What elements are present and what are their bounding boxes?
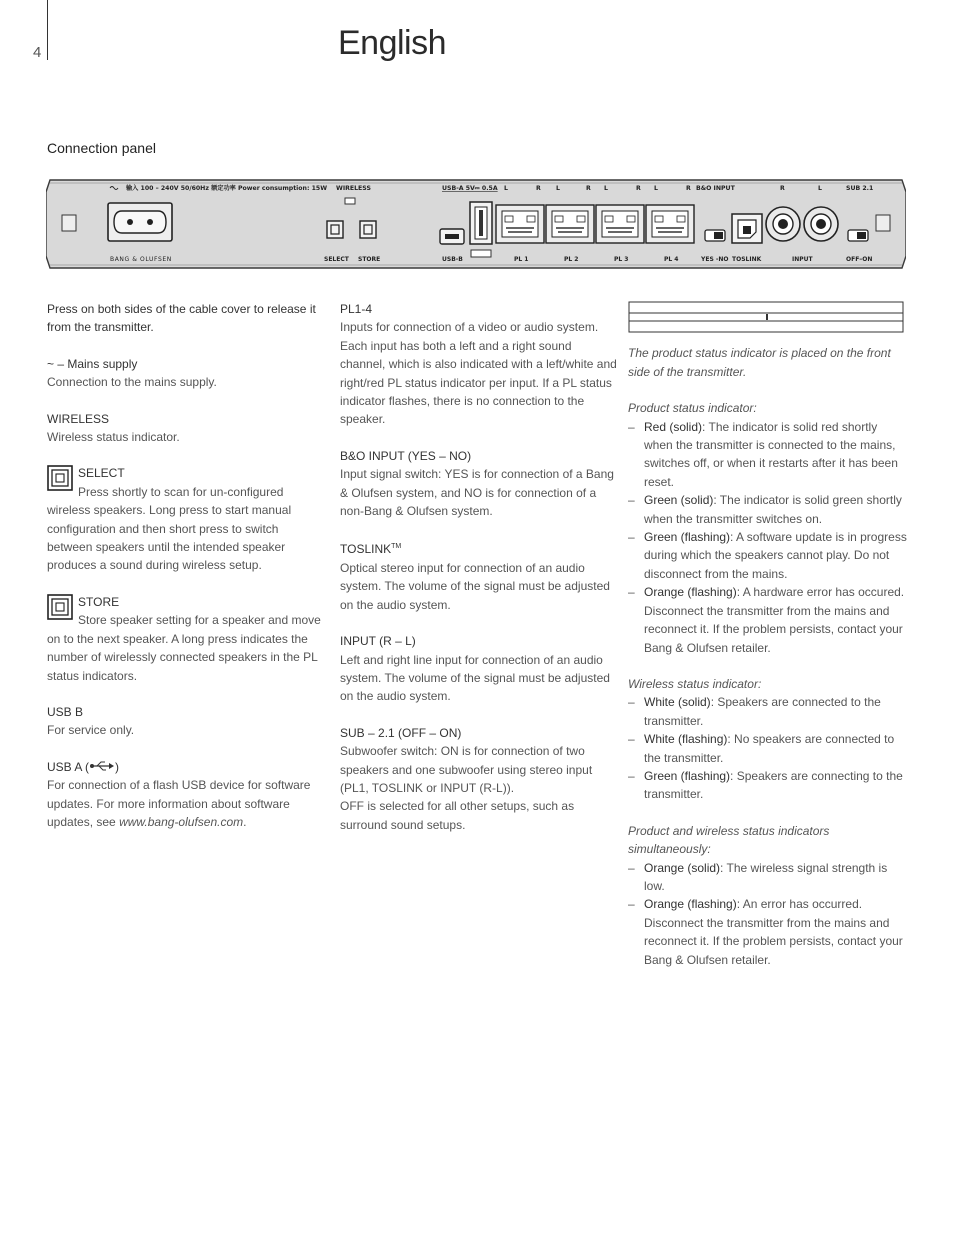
panel-label-pl-3: PL 3 [614, 256, 629, 263]
panel-label-pl-4: PL 4 [664, 256, 679, 263]
list-dash: – [628, 530, 635, 545]
pl-channel-label: R [636, 185, 641, 192]
list-dash: – [628, 419, 635, 434]
status-term: White (flashing) [644, 732, 728, 747]
pl-3-port-icon [596, 205, 644, 243]
wireless-body: Wireless status indicator. [47, 430, 180, 445]
panel-label-pl-1: PL 1 [514, 256, 529, 263]
sub-body-2: OFF is selected for all other setups, such as surround sound setups. [340, 799, 575, 832]
product-status-list [628, 418, 908, 657]
pl-channel-label: R [586, 185, 591, 192]
list-item [628, 418, 908, 492]
usb-b-body: For service only. [47, 723, 135, 738]
power-spec-label: 输入 100 – 240V 50/60Hz 额定功率 Power consumption: 15W [126, 185, 328, 192]
bo-input-label: B&O INPUT [696, 185, 735, 192]
list-item [628, 528, 908, 583]
input-channel-r: R [780, 185, 785, 192]
panel-label-yes-no: YES -NO [701, 256, 729, 263]
wireless-heading: WIRELESS [47, 411, 110, 426]
status-term: Green (flashing) [644, 768, 731, 783]
bang-olufsen-link[interactable]: www.bang-olufsen.com [119, 814, 244, 829]
usb-a-block [47, 758, 322, 832]
product-status-block [628, 399, 908, 657]
wireless-status-block [628, 675, 908, 804]
usb-a-body-text: For connection of a flash USB device for software updates. For more information about software updates, see [47, 778, 311, 829]
select-body: Press shortly to scan for un-configured wireless speakers. Long press to start manual configuration and then short press to switch between speakers until the intended speaker produces a sound during wireless setup. [47, 484, 292, 573]
status-term: Red (solid) [644, 419, 703, 434]
list-item [628, 693, 908, 730]
bo-input-block [340, 447, 618, 521]
list-dash: – [628, 768, 635, 783]
connection-panel-illustration [46, 178, 906, 270]
usb-b-block [47, 703, 322, 740]
column-middle [340, 300, 618, 852]
input-l-jack-icon [804, 207, 838, 241]
select-button-icon [327, 221, 343, 238]
panel-label-off-on: OFF–ON [846, 256, 873, 263]
mains-heading: ~ – Mains supply [47, 356, 138, 371]
status-text: : The wireless signal strength is low. [644, 860, 888, 893]
pl-channel-label: L [556, 185, 560, 192]
list-item [628, 859, 908, 896]
wireless-label: WIRELESS [336, 185, 371, 192]
panel-label-toslink: TOSLINK [732, 256, 762, 263]
wireless-indicator-icon [345, 198, 355, 204]
list-item [628, 583, 908, 657]
column-right [628, 300, 908, 987]
status-indicator-marker [766, 314, 768, 320]
wireless-block [47, 410, 322, 447]
margin-rule [47, 0, 48, 60]
list-dash: – [628, 585, 635, 600]
panel-label-pl-2: PL 2 [564, 256, 579, 263]
mains-block [47, 355, 322, 392]
pl-channel-label: R [536, 185, 541, 192]
status-term: Green (flashing) [644, 530, 731, 545]
select-button-icon [47, 465, 73, 491]
pl-2-port-icon [546, 205, 594, 243]
pl-channel-label: R [686, 185, 691, 192]
status-text: : Speakers are connected to the transmitter. [644, 695, 881, 728]
status-text: : The indicator is solid green shortly when the transmitter switches on. [644, 493, 902, 526]
select-block [47, 464, 322, 574]
usb-b-heading: USB B [47, 704, 84, 719]
status-text: : A hardware error has occured. Disconnect the transmitter from the mains and reconnect it. If the problem persists, contact your Bang & Olufsen retailer. [644, 585, 905, 655]
input-heading: INPUT (R – L) [340, 634, 416, 649]
bo-input-heading: B&O INPUT (YES – NO) [340, 448, 472, 463]
bo-input-body: Input signal switch: YES is for connection of a Bang & Olufsen system, and NO is for connection of a non-Bang & Olufsen system. [340, 467, 614, 519]
toslink-heading [340, 538, 618, 558]
store-block [47, 593, 322, 685]
wireless-status-list [628, 693, 908, 803]
status-caption-block [628, 344, 908, 381]
wireless-status-label: Wireless status indicator: [628, 676, 762, 691]
combined-status-block [628, 822, 908, 969]
usb-symbol-icon [89, 760, 115, 772]
list-item [628, 895, 908, 969]
pl-body: Inputs for connection of a video or audio system. Each input has both a left and a right sound channel, which is also indicated with a left/white and right/red PL status indicator per input. If a PL status indicator flashes, there is no connection to the speaker. [340, 320, 617, 427]
usb-a-body [47, 776, 322, 831]
page-number: 4 [33, 44, 42, 61]
status-term: Green (solid) [644, 493, 714, 508]
list-dash: – [628, 860, 635, 875]
input-r-jack-icon [766, 207, 800, 241]
front-status-indicator-illustration [628, 301, 904, 333]
usb-b-port-icon [440, 229, 464, 244]
toslink-heading-text: TOSLINK [340, 542, 392, 557]
brand-label: BANG & OLUFSEN [110, 256, 172, 263]
input-block [340, 632, 618, 706]
section-heading: Connection panel [47, 140, 156, 156]
combined-status-list [628, 859, 908, 969]
status-term: Orange (solid) [644, 860, 721, 875]
intro-block [47, 300, 322, 337]
mains-body: Connection to the mains supply. [47, 375, 217, 390]
status-text: : The indicator is solid red shortly when the transmitter is connected to the mains, switches off, or when it restarts after it has been reset. [644, 419, 898, 489]
mains-socket-icon [108, 203, 172, 241]
store-button-icon [360, 221, 376, 238]
pl-heading: PL1-4 [340, 302, 373, 316]
usb-a-heading-pre: USB A ( [47, 759, 90, 774]
toslink-body: Optical stereo input for connection of an audio system. The volume of the signal must be adjusted on the audio system. [340, 560, 610, 612]
toslink-port-icon [732, 214, 762, 243]
list-item [628, 491, 908, 528]
list-dash: – [628, 897, 635, 912]
usba-spec-label: USB-A 5V⎓ 0.5A [442, 185, 498, 192]
usb-a-heading-post: ) [115, 759, 120, 774]
sub-heading: SUB – 2.1 (OFF – ON) [340, 725, 462, 740]
status-text: : No speakers are connected to the transmitter. [644, 732, 895, 765]
panel-label-select: SELECT [324, 256, 349, 263]
left-cover-latch [62, 215, 76, 231]
store-heading: STORE [78, 594, 120, 609]
panel-label-usb-b: USB-B [442, 256, 463, 263]
status-term: Orange (flashing) [644, 585, 737, 600]
store-button-icon [47, 594, 73, 620]
pl-channel-label: L [604, 185, 608, 192]
pl-channel-label: L [654, 185, 658, 192]
status-term: White (solid) [644, 695, 711, 710]
sub-label: SUB 2.1 [846, 185, 874, 192]
pl-block [340, 300, 618, 429]
select-heading: SELECT [78, 466, 125, 481]
usb-a-body-end: . [243, 814, 247, 829]
list-dash: – [628, 732, 635, 747]
toslink-tm: TM [391, 543, 402, 551]
right-cover-latch [876, 215, 890, 231]
yes-no-switch-icon [705, 230, 725, 241]
column-left [47, 300, 322, 849]
status-text: : Speakers are connecting to the transmitter. [644, 768, 903, 802]
pl-channel-label: L [504, 185, 508, 192]
product-status-label: Product status indicator: [628, 401, 757, 416]
page-title: English [338, 24, 447, 62]
status-term: Orange (flashing) [644, 897, 737, 912]
status-text: : An error has occurred. Disconnect the transmitter from the mains and reconnect it. If the problem persists, contact your Bang & Olufsen retailer. [644, 897, 903, 967]
input-channel-l: L [818, 185, 822, 192]
usb-a-heading [47, 758, 322, 776]
pl-1-port-icon [496, 205, 544, 243]
combined-status-label: Product and wireless status indicators simultaneously: [628, 823, 830, 857]
sub-switch-icon [848, 230, 868, 241]
list-dash: – [628, 695, 635, 710]
sub-block [340, 724, 618, 834]
status-text: : A software update is in progress during which the speakers cannot play. Do not disconnect from the mains. [644, 530, 907, 581]
pl-4-port-icon [646, 205, 694, 243]
status-caption: The product status indicator is placed on the front side of the transmitter. [628, 346, 891, 379]
input-body: Left and right line input for connection of an audio system. The volume of the signal must be adjusted on the audio system. [340, 652, 610, 704]
store-body: Store speaker setting for a speaker and move on to the next speaker. A long press indicates the number of wirelessly connected speakers in the PL status indicators. [47, 613, 321, 683]
panel-label-store: STORE [358, 256, 381, 263]
toslink-block [340, 538, 618, 614]
cable-cover-intro: Press on both sides of the cable cover to release it from the transmitter. [47, 302, 316, 335]
list-item [628, 730, 908, 767]
list-item [628, 767, 908, 804]
list-dash: – [628, 493, 635, 508]
panel-label-input: INPUT [792, 256, 813, 263]
sub-body-1: Subwoofer switch: ON is for connection of two speakers and one subwoofer using stereo input (PL1, TOSLINK or INPUT (R-L)). [340, 744, 593, 795]
